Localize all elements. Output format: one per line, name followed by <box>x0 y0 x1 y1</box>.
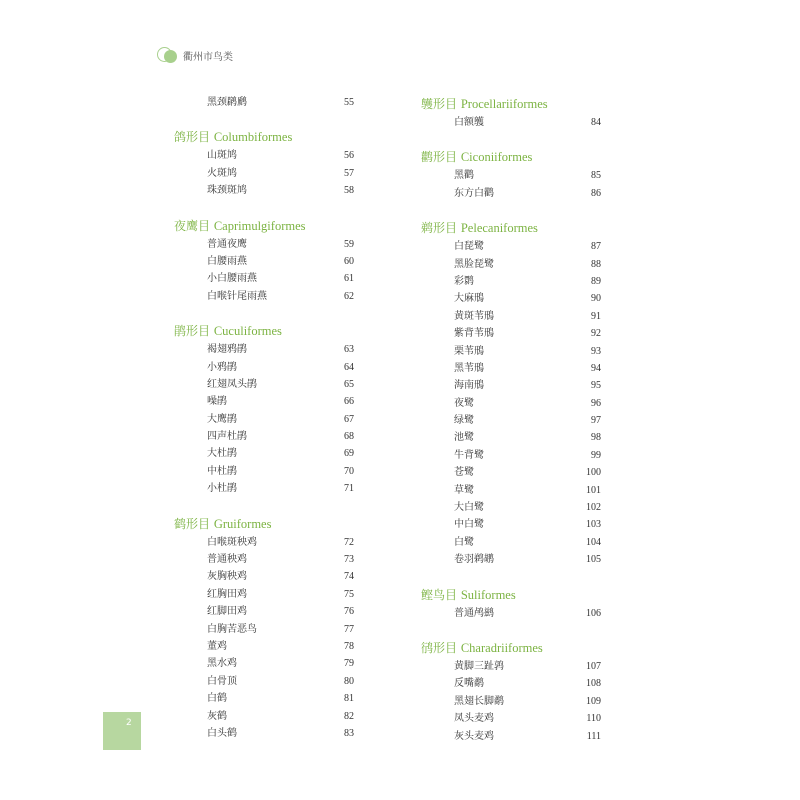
toc-entry[interactable] <box>174 236 354 253</box>
page-ref: 66 <box>344 396 354 408</box>
species-name: 白胸苦恶鸟 <box>207 623 257 635</box>
toc-entry[interactable] <box>174 253 354 270</box>
order-heading <box>421 585 601 605</box>
page-ref: 83 <box>344 727 354 739</box>
toc-entry[interactable] <box>174 411 354 428</box>
toc-entry[interactable] <box>421 308 601 325</box>
species-name: 草鹭 <box>454 484 474 496</box>
order-name-latin: Caprimulgiformes <box>213 218 306 233</box>
page-ref: 104 <box>586 536 601 548</box>
page-ref: 111 <box>586 730 601 742</box>
toc-entry[interactable] <box>421 464 601 481</box>
page-ref: 72 <box>344 536 354 548</box>
page-ref: 64 <box>344 361 354 373</box>
page-ref: 59 <box>344 238 354 250</box>
page-ref: 108 <box>586 678 601 690</box>
toc-entry[interactable] <box>421 534 601 551</box>
toc-entry[interactable] <box>421 377 601 394</box>
toc-entry[interactable] <box>421 343 601 360</box>
page-ref: 69 <box>344 448 354 460</box>
page-ref: 94 <box>591 362 601 374</box>
page-ref: 67 <box>344 413 354 425</box>
page-ref: 103 <box>586 519 601 531</box>
species-name: 小白腰雨燕 <box>207 273 257 285</box>
toc-entry[interactable] <box>174 480 354 497</box>
toc-entry[interactable] <box>174 270 354 287</box>
order-section <box>174 216 354 306</box>
toc-right-column <box>421 94 601 745</box>
order-name-cn: 鸽形目 <box>174 130 211 145</box>
species-name: 卷羽鹈鹕 <box>454 554 494 566</box>
order-name-cn: 鸻形目 <box>421 640 458 655</box>
toc-entry[interactable] <box>421 256 601 273</box>
toc-entry[interactable] <box>421 273 601 290</box>
page-ref: 107 <box>586 660 601 672</box>
page-ref: 65 <box>344 378 354 390</box>
species-name: 反嘴鹬 <box>454 678 484 690</box>
species-name: 黑翅长脚鹬 <box>454 695 504 707</box>
order-heading <box>421 147 601 167</box>
species-name: 黑水鸡 <box>207 658 237 670</box>
page-ref: 76 <box>344 606 354 618</box>
species-name: 红翅凤头鹃 <box>207 378 257 390</box>
species-name: 山斑鸠 <box>207 150 237 162</box>
toc-entry[interactable] <box>421 499 601 516</box>
toc-entry[interactable] <box>174 638 354 655</box>
species-name: 董鸡 <box>207 640 227 652</box>
species-name: 彩鹮 <box>454 275 474 287</box>
order-name-latin: Cuculiformes <box>213 324 282 339</box>
toc-entry[interactable] <box>421 325 601 342</box>
order-section <box>174 94 354 111</box>
species-name: 噪鹃 <box>207 396 227 408</box>
page-ref: 93 <box>591 345 601 357</box>
toc-entry[interactable] <box>421 447 601 464</box>
order-name-latin: Pelecaniformes <box>460 221 538 236</box>
species-name: 红胸田鸡 <box>207 588 247 600</box>
circles-logo-icon <box>155 44 179 66</box>
toc-entry[interactable] <box>421 710 601 727</box>
toc-entry[interactable] <box>174 341 354 358</box>
species-name: 白腰雨燕 <box>207 255 247 267</box>
page-ref: 80 <box>344 675 354 687</box>
order-name-latin: Suliformes <box>460 587 516 602</box>
toc-entry[interactable] <box>421 412 601 429</box>
order-heading <box>421 94 601 114</box>
toc-entry[interactable] <box>421 482 601 499</box>
species-name: 夜鹭 <box>454 397 474 409</box>
species-name: 中白鹭 <box>454 519 484 531</box>
toc-entry[interactable] <box>174 359 354 376</box>
species-name: 白琵鹭 <box>454 241 484 253</box>
toc-entry[interactable] <box>174 393 354 410</box>
page-number: 2 <box>126 718 132 728</box>
toc-entry[interactable] <box>174 147 354 164</box>
species-name: 白鹤 <box>207 693 227 705</box>
species-name: 白骨顶 <box>207 675 237 687</box>
page-ref: 92 <box>591 328 601 340</box>
species-name: 黑鹳 <box>454 170 474 182</box>
order-name-latin: Procellariiformes <box>460 97 548 111</box>
page-ref: 105 <box>586 554 601 566</box>
order-section <box>174 514 354 743</box>
page-ref: 70 <box>344 465 354 477</box>
order-heading <box>174 127 354 147</box>
species-name: 小杜鹃 <box>207 483 237 495</box>
toc-entry[interactable] <box>174 94 354 111</box>
order-name-cn: 鹱形目 <box>421 97 458 111</box>
page-ref: 56 <box>344 150 354 162</box>
page-ref: 109 <box>586 695 601 707</box>
species-name: 白头鹤 <box>207 727 237 739</box>
species-name: 灰头麦鸡 <box>454 730 494 742</box>
order-heading <box>174 321 354 341</box>
page-ref: 91 <box>591 310 601 322</box>
species-name: 珠颈斑鸠 <box>207 185 247 197</box>
page-ref: 75 <box>344 588 354 600</box>
page-ref: 100 <box>586 467 601 479</box>
toc-entry[interactable] <box>421 395 601 412</box>
species-name: 普通秧鸡 <box>207 554 247 566</box>
toc-entry[interactable] <box>421 728 601 745</box>
page-ref: 78 <box>344 640 354 652</box>
species-name: 白鹭 <box>454 536 474 548</box>
species-name: 紫背苇鳽 <box>454 328 494 340</box>
toc-entry[interactable] <box>174 463 354 480</box>
page-ref: 84 <box>591 117 601 128</box>
page-ref: 82 <box>344 710 354 722</box>
toc-entry[interactable] <box>421 185 601 202</box>
page-ref: 89 <box>591 275 601 287</box>
toc-entry[interactable] <box>174 655 354 672</box>
toc-entry[interactable] <box>421 551 601 568</box>
species-name: 白喉斑秧鸡 <box>207 536 257 548</box>
page-ref: 81 <box>344 693 354 705</box>
toc-entry[interactable] <box>421 238 601 255</box>
toc-entry[interactable] <box>174 621 354 638</box>
species-name: 大麻鳽 <box>454 293 484 305</box>
species-name: 红脚田鸡 <box>207 606 247 618</box>
species-name: 凤头麦鸡 <box>454 713 494 725</box>
book-title: 衢州市鸟类 <box>183 51 233 63</box>
toc-entry[interactable] <box>421 167 601 184</box>
toc-entry[interactable] <box>421 693 601 710</box>
toc-entry[interactable] <box>174 288 354 305</box>
page-ref: 90 <box>591 293 601 305</box>
toc-entry[interactable] <box>421 429 601 446</box>
toc-entry[interactable] <box>174 428 354 445</box>
page-ref: 97 <box>591 415 601 427</box>
order-section <box>174 321 354 498</box>
order-heading <box>421 218 601 238</box>
order-section <box>421 147 601 202</box>
page-ref: 63 <box>344 344 354 356</box>
toc-entry[interactable] <box>174 551 354 568</box>
species-name: 大杜鹃 <box>207 448 237 460</box>
toc-left-column <box>174 94 354 742</box>
species-name: 黄脚三趾鹑 <box>454 660 504 672</box>
toc-entry[interactable] <box>421 675 601 692</box>
page-ref: 77 <box>344 623 354 635</box>
page-ref: 87 <box>591 241 601 253</box>
species-name: 黑颈䴙䴘 <box>207 97 247 108</box>
page-ref: 86 <box>591 187 601 199</box>
toc-entry[interactable] <box>421 658 601 675</box>
toc-entry[interactable] <box>174 376 354 393</box>
toc-entry[interactable] <box>174 165 354 182</box>
order-name-latin: Ciconiiformes <box>460 150 533 165</box>
page-ref: 99 <box>591 449 601 461</box>
species-name: 大白鹭 <box>454 502 484 514</box>
species-name: 小鸦鹃 <box>207 361 237 373</box>
order-section <box>174 127 354 199</box>
species-name: 牛背鹭 <box>454 449 484 461</box>
order-section <box>421 94 601 131</box>
species-name: 东方白鹳 <box>454 187 494 199</box>
running-header <box>155 44 233 66</box>
order-heading <box>174 216 354 236</box>
order-name-cn: 鲣鸟目 <box>421 587 458 602</box>
order-section <box>421 218 601 568</box>
species-name: 中杜鹃 <box>207 465 237 477</box>
species-name: 褐翅鸦鹃 <box>207 344 247 356</box>
order-name-cn: 鹈形目 <box>421 221 458 236</box>
page-ref: 58 <box>344 185 354 197</box>
toc-entry[interactable] <box>174 673 354 690</box>
order-name-latin: Columbiformes <box>213 130 293 145</box>
species-name: 栗苇鳽 <box>454 345 484 357</box>
page-ref: 96 <box>591 397 601 409</box>
toc-entry[interactable] <box>421 114 601 131</box>
species-name: 火斑鸠 <box>207 167 237 179</box>
toc-entry[interactable] <box>421 516 601 533</box>
page-number-tab <box>103 712 141 750</box>
species-name: 普通夜鹰 <box>207 238 247 250</box>
page-ref: 71 <box>344 483 354 495</box>
toc-entry[interactable] <box>174 725 354 742</box>
order-heading <box>174 514 354 534</box>
page-ref: 74 <box>344 571 354 583</box>
page-ref: 68 <box>344 431 354 443</box>
species-name: 灰鹤 <box>207 710 227 722</box>
page-ref: 79 <box>344 658 354 670</box>
page-ref: 102 <box>586 502 601 514</box>
species-name: 黄斑苇鳽 <box>454 310 494 322</box>
page-ref: 60 <box>344 255 354 267</box>
species-name: 大鹰鹃 <box>207 413 237 425</box>
page-ref: 57 <box>344 167 354 179</box>
order-name-latin: Charadriiformes <box>460 640 543 655</box>
species-name: 白额鹱 <box>454 117 484 128</box>
species-name: 池鹭 <box>454 432 474 444</box>
species-name: 四声杜鹃 <box>207 431 247 443</box>
order-heading <box>421 638 601 658</box>
toc-entry[interactable] <box>174 708 354 725</box>
order-name-cn: 鹳形目 <box>421 150 458 165</box>
page-ref: 62 <box>344 290 354 302</box>
species-name: 白喉针尾雨燕 <box>207 290 267 302</box>
toc-entry[interactable] <box>174 603 354 620</box>
species-name: 黑脸琵鹭 <box>454 258 494 270</box>
toc-entry[interactable] <box>174 445 354 462</box>
toc-entry[interactable] <box>174 690 354 707</box>
species-name: 普通鸬鹚 <box>454 607 494 619</box>
order-name-latin: Gruiformes <box>213 516 272 531</box>
order-section <box>421 638 601 745</box>
species-name: 绿鹭 <box>454 415 474 427</box>
page-ref: 110 <box>586 713 601 725</box>
page-ref: 95 <box>591 380 601 392</box>
page-ref: 106 <box>586 607 601 619</box>
page-ref: 85 <box>591 170 601 182</box>
order-name-cn: 鹤形目 <box>174 516 211 531</box>
page-ref: 98 <box>591 432 601 444</box>
toc-entry[interactable] <box>421 605 601 622</box>
species-name: 苍鹭 <box>454 467 474 479</box>
order-name-cn: 夜鹰目 <box>174 218 211 233</box>
toc-entry[interactable] <box>174 586 354 603</box>
species-name: 黑苇鳽 <box>454 362 484 374</box>
order-section <box>421 585 601 622</box>
toc-entry[interactable] <box>174 534 354 551</box>
order-name-cn: 鹃形目 <box>174 324 211 339</box>
species-name: 海南鳽 <box>454 380 484 392</box>
page-ref: 61 <box>344 273 354 285</box>
toc-entry[interactable] <box>421 360 601 377</box>
page-ref: 88 <box>591 258 601 270</box>
toc-entry[interactable] <box>174 182 354 199</box>
page-ref: 55 <box>344 97 354 108</box>
toc-entry[interactable] <box>421 290 601 307</box>
page-ref: 101 <box>586 484 601 496</box>
species-name: 灰胸秧鸡 <box>207 571 247 583</box>
page-ref: 73 <box>344 554 354 566</box>
toc-entry[interactable] <box>174 568 354 585</box>
